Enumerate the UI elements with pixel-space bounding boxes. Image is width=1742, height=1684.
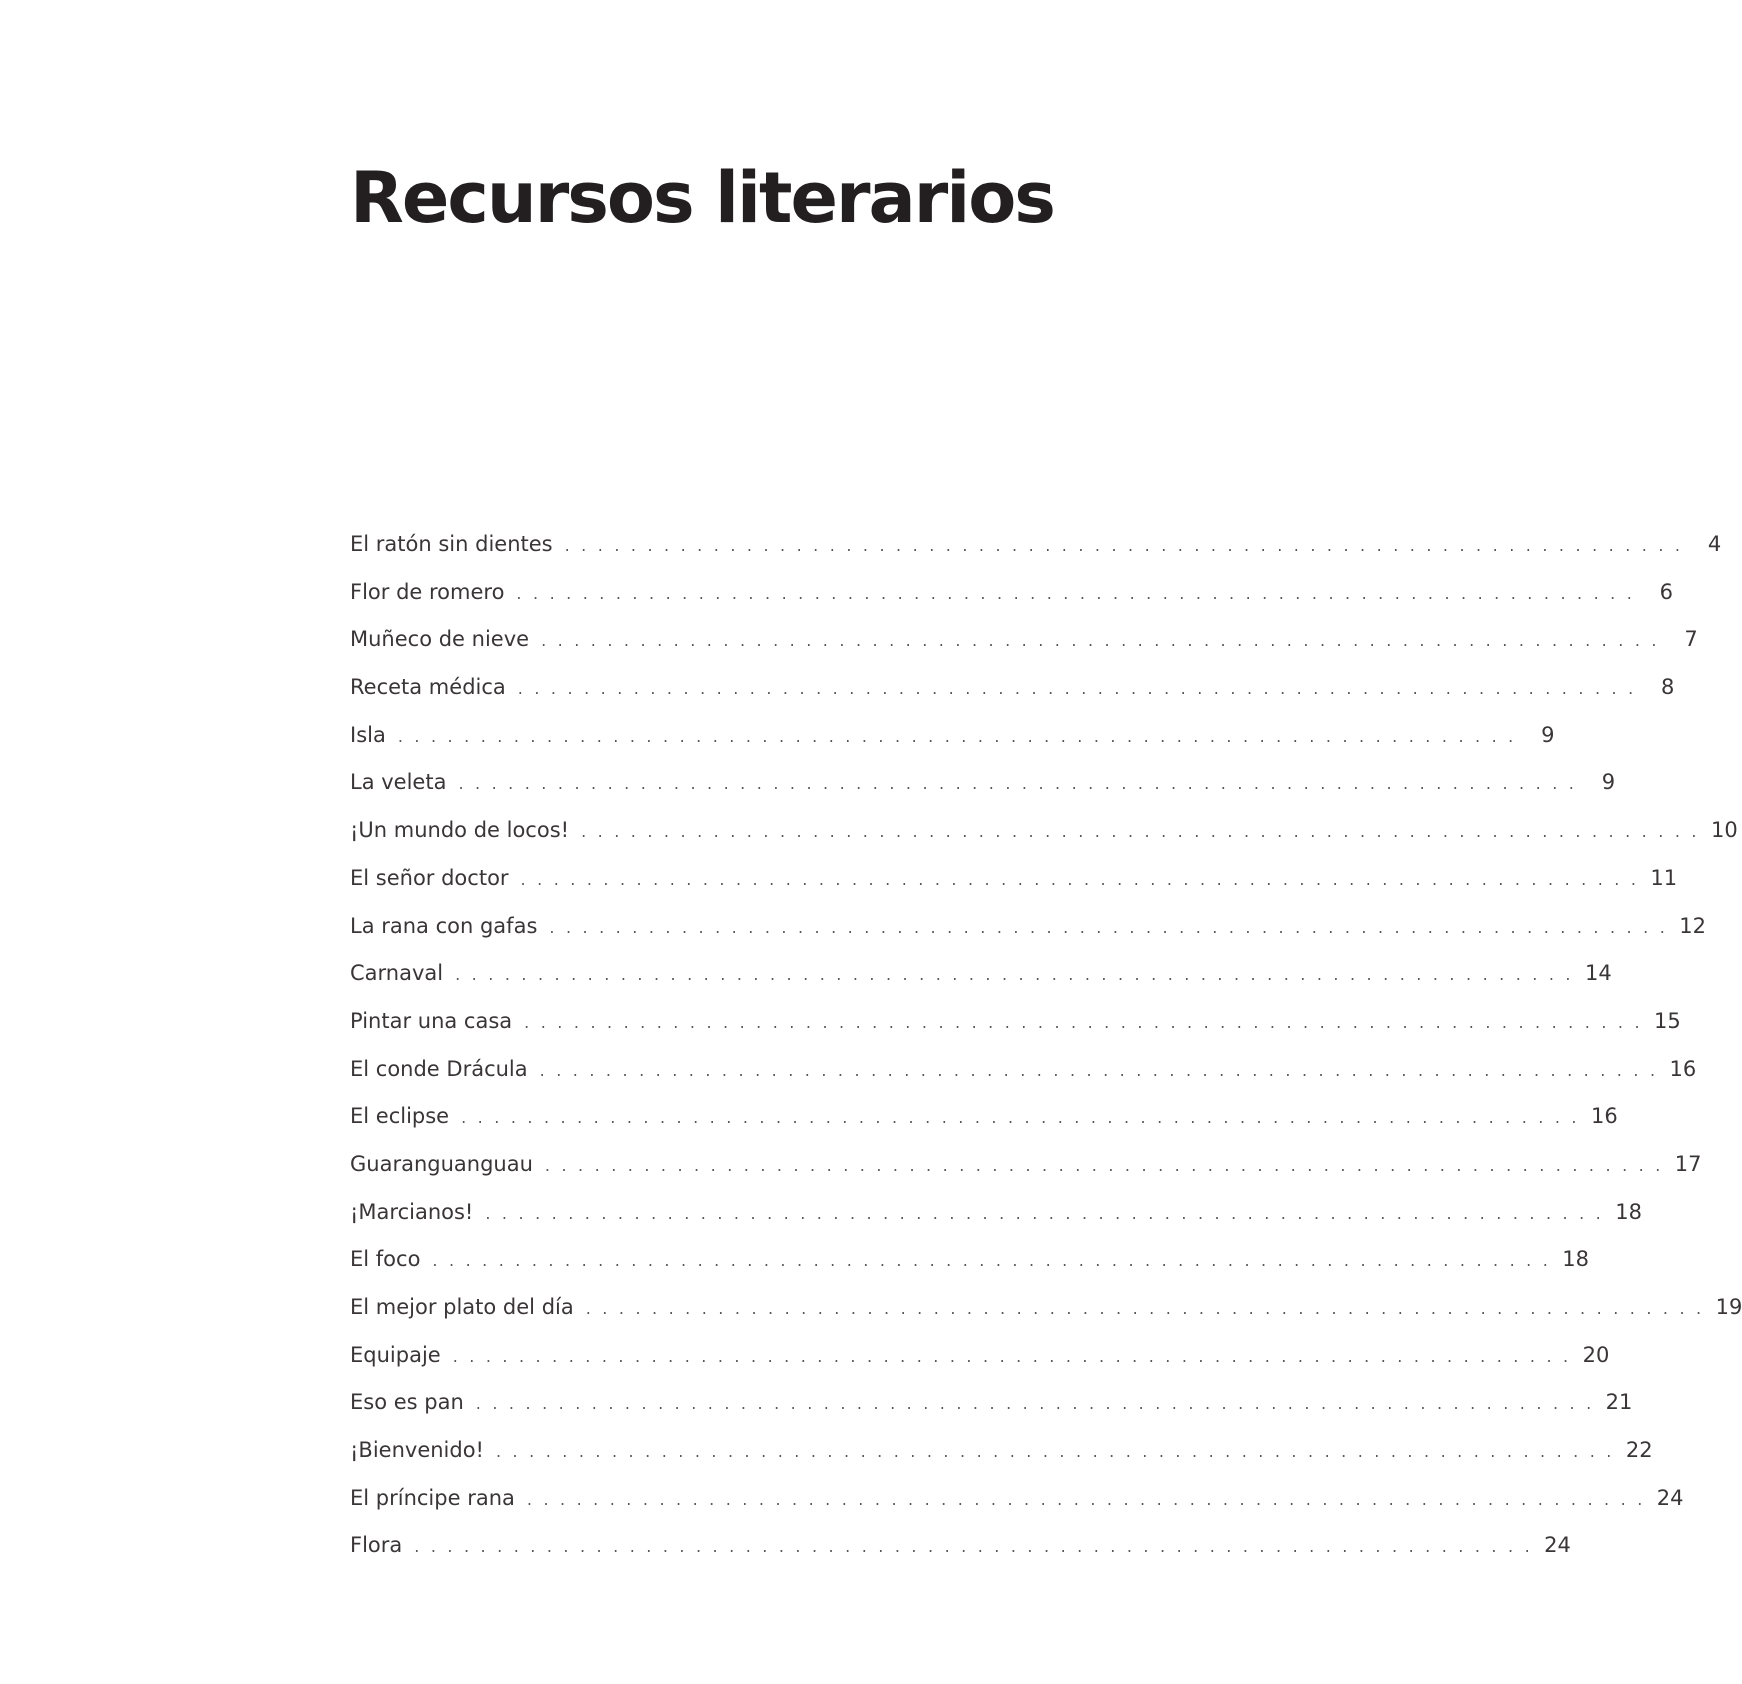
toc-entry-page: 15 xyxy=(1654,1008,1681,1033)
toc-entry xyxy=(350,1390,1633,1438)
toc-entry xyxy=(350,1295,1742,1343)
toc-entry-title: ¡Marcianos! xyxy=(350,1199,474,1224)
toc-entry xyxy=(350,1485,1684,1534)
toc-dot-leader: . . . . . . . . . . . . . . . . . . . . . . . . . . . . . . . . . . . . . . . . . . . . . . . . . . . . . . . . . . . . . . . . . . . . xyxy=(461,1108,1580,1128)
toc-entry-page: 22 xyxy=(1625,1438,1653,1463)
toc-entry-page: 16 xyxy=(1590,1104,1618,1129)
toc-entry-title: Carnaval xyxy=(350,961,444,986)
toc-entry-title: Equipaje xyxy=(350,1342,441,1367)
toc-dot-leader: . . . . . . . . . . . . . . . . . . . . . . . . . . . . . . . . . . . . . . . . . . . . . . . . . . . . . . . . . . . . . . . . . . . . xyxy=(414,1537,1533,1557)
toc-entry xyxy=(350,770,1616,818)
toc-entry xyxy=(350,1199,1642,1248)
toc-entry xyxy=(350,1438,1653,1486)
toc-entry-page: 17 xyxy=(1674,1151,1702,1176)
toc-entry-title: El foco xyxy=(350,1247,421,1272)
toc-dot-leader: . . . . . . . . . . . . . . . . . . . . . . . . . . . . . . . . . . . . . . . . . . . . . . . . . . . . . . . . . . . . . . . . . . . . xyxy=(524,1012,1643,1032)
toc-entry xyxy=(350,532,1722,580)
toc-entry xyxy=(350,961,1612,1009)
toc-entry-title: ¡Bienvenido! xyxy=(350,1438,484,1463)
toc-entry-title: Eso es pan xyxy=(350,1390,464,1415)
toc-dot-leader: . . . . . . . . . . . . . . . . . . . . . . . . . . . . . . . . . . . . . . . . . . . . . . . . . . . . . . . . . . . . . . . . . . . . xyxy=(549,917,1668,937)
toc-entry-title: Flora xyxy=(350,1533,403,1558)
toc-entry-title: Muñeco de nieve xyxy=(350,627,530,652)
toc-entry-page: 18 xyxy=(1615,1199,1642,1224)
toc-entry-title: Guaranguanguau xyxy=(350,1151,533,1176)
toc-entry-page: 16 xyxy=(1669,1056,1697,1081)
toc-entry-title: Isla xyxy=(350,722,386,747)
toc-entry-page: 18 xyxy=(1562,1247,1590,1272)
toc-dot-leader: . . . . . . . . . . . . . . . . . . . . . . . . . . . . . . . . . . . . . . . . . . . . . . . . . . . . . . . . . . . . . . . . . . . . xyxy=(455,965,1574,985)
toc-entry xyxy=(350,1533,1571,1581)
toc-entry-page: 19 xyxy=(1715,1295,1742,1319)
toc-entry-title: La veleta xyxy=(350,770,447,795)
toc-entry xyxy=(350,818,1738,866)
toc-entry-title: El príncipe rana xyxy=(350,1485,515,1510)
toc-dot-leader: . . . . . . . . . . . . . . . . . . . . . . . . . . . . . . . . . . . . . . . . . . . . . . . . . . . . . . . . . . . . . . . . . . . . xyxy=(520,869,1640,889)
toc-entry-page: 9 xyxy=(1601,770,1616,795)
toc-entry-page: 10 xyxy=(1710,818,1738,843)
toc-entry xyxy=(350,1104,1618,1152)
toc-dot-leader: . . . . . . . . . . . . . . . . . . . . . . . . . . . . . . . . . . . . . . . . . . . . . . . . . . . . . . . . . . . . . . . . . . . . xyxy=(495,1442,1615,1462)
toc-entry-page: 14 xyxy=(1584,961,1612,986)
toc-entry xyxy=(350,1151,1702,1200)
table-of-contents xyxy=(350,532,1742,1581)
toc-entry xyxy=(350,1247,1590,1295)
toc-entry-page: 20 xyxy=(1582,1342,1610,1367)
toc-dot-leader: . . . . . . . . . . . . . . . . . . . . . . . . . . . . . . . . . . . . . . . . . . . . . . . . . . . . . . . . . . . . . . . . . . . . xyxy=(516,583,1636,603)
toc-entry-title: El conde Drácula xyxy=(350,1056,528,1081)
toc-dot-leader: . . . . . . . . . . . . . . . . . . . . . . . . . . . . . . . . . . . . . . . . . . . . . . . . . . . . . . . . . . . . . . . . . . . . xyxy=(397,726,1517,746)
page-title: Recursos literarios xyxy=(350,157,1054,239)
toc-entry-title: La rana con gafas xyxy=(350,913,538,938)
toc-dot-leader: . . . . . . . . . . . . . . . . . . . . . . . . . . . . . . . . . . . . . . . . . . . . . . . . . . . . . . . . . . . . . . . . . . . . xyxy=(458,774,1578,794)
toc-entry xyxy=(350,675,1675,723)
toc-entry-page: 12 xyxy=(1679,913,1706,938)
toc-entry-page: 8 xyxy=(1661,675,1675,700)
toc-entry-page: 4 xyxy=(1707,532,1722,556)
toc-entry-page: 7 xyxy=(1684,627,1698,652)
toc-entry xyxy=(350,1342,1610,1391)
toc-entry xyxy=(350,722,1555,771)
toc-dot-leader: . . . . . . . . . . . . . . . . . . . . . . . . . . . . . . . . . . . . . . . . . . . . . . . . . . . . . . . . . . . . . . . . . . . . xyxy=(517,679,1637,699)
toc-dot-leader: . . . . . . . . . . . . . . . . . . . . . . . . . . . . . . . . . . . . . . . . . . . . . . . . . . . . . . . . . . . . . . . . . . . . xyxy=(475,1394,1595,1414)
toc-entry-page: 21 xyxy=(1605,1390,1633,1415)
toc-entry xyxy=(350,1056,1697,1105)
toc-entry-title: ¡Un mundo de locos! xyxy=(350,818,570,843)
toc-entry-title: El ratón sin dientes xyxy=(350,532,553,556)
toc-entry xyxy=(350,913,1706,962)
toc-dot-leader: . . . . . . . . . . . . . . . . . . . . . . . . . . . . . . . . . . . . . . . . . . . . . . . . . . . . . . . . . . . . . . . . . . . . xyxy=(452,1346,1572,1366)
toc-entry-page: 6 xyxy=(1659,579,1674,604)
toc-dot-leader: . . . . . . . . . . . . . . . . . . . . . . . . . . . . . . . . . . . . . . . . . . . . . . . . . . . . . . . . . . . . . . . . . . . . xyxy=(581,822,1700,842)
toc-entry-title: El mejor plato del día xyxy=(350,1295,574,1319)
toc-entry-page: 24 xyxy=(1544,1533,1571,1558)
toc-entry-page: 9 xyxy=(1541,722,1555,747)
toc-entry-page: 11 xyxy=(1650,865,1678,890)
toc-dot-leader: . . . . . . . . . . . . . . . . . . . . . . . . . . . . . . . . . . . . . . . . . . . . . . . . . . . . . . . . . . . . . . . . . . . . xyxy=(541,631,1660,651)
toc-entry-title: El señor doctor xyxy=(350,865,509,890)
toc-dot-leader: . . . . . . . . . . . . . . . . . . . . . . . . . . . . . . . . . . . . . . . . . . . . . . . . . . . . . . . . . . . . . . . . . . . . xyxy=(526,1489,1646,1509)
toc-entry xyxy=(350,579,1674,628)
toc-dot-leader: . . . . . . . . . . . . . . . . . . . . . . . . . . . . . . . . . . . . . . . . . . . . . . . . . . . . . . . . . . . . . . . . . . . . xyxy=(564,536,1684,555)
toc-entry xyxy=(350,627,1698,675)
toc-entry-title: El eclipse xyxy=(350,1104,450,1129)
toc-entry xyxy=(350,865,1678,914)
toc-entry-title: Receta médica xyxy=(350,675,506,700)
toc-dot-leader: . . . . . . . . . . . . . . . . . . . . . . . . . . . . . . . . . . . . . . . . . . . . . . . . . . . . . . . . . . . . . . . . . . . . xyxy=(544,1155,1664,1175)
toc-entry-page: 24 xyxy=(1656,1485,1684,1510)
toc-dot-leader: . . . . . . . . . . . . . . . . . . . . . . . . . . . . . . . . . . . . . . . . . . . . . . . . . . . . . . . . . . . . . . . . . . . . xyxy=(485,1203,1604,1223)
toc-entry-title: Pintar una casa xyxy=(350,1008,513,1033)
toc-entry-title: Flor de romero xyxy=(350,579,505,604)
toc-dot-leader: . . . . . . . . . . . . . . . . . . . . . . . . . . . . . . . . . . . . . . . . . . . . . . . . . . . . . . . . . . . . . . . . . . . . xyxy=(432,1251,1552,1271)
toc-dot-leader: . . . . . . . . . . . . . . . . . . . . . . . . . . . . . . . . . . . . . . . . . . . . . . . . . . . . . . . . . . . . . . . . . . . . xyxy=(539,1060,1659,1080)
toc-dot-leader: . . . . . . . . . . . . . . . . . . . . . . . . . . . . . . . . . . . . . . . . . . . . . . . . . . . . . . . . . . . . . . . . . . . . xyxy=(585,1299,1705,1318)
toc-entry xyxy=(350,1008,1681,1057)
